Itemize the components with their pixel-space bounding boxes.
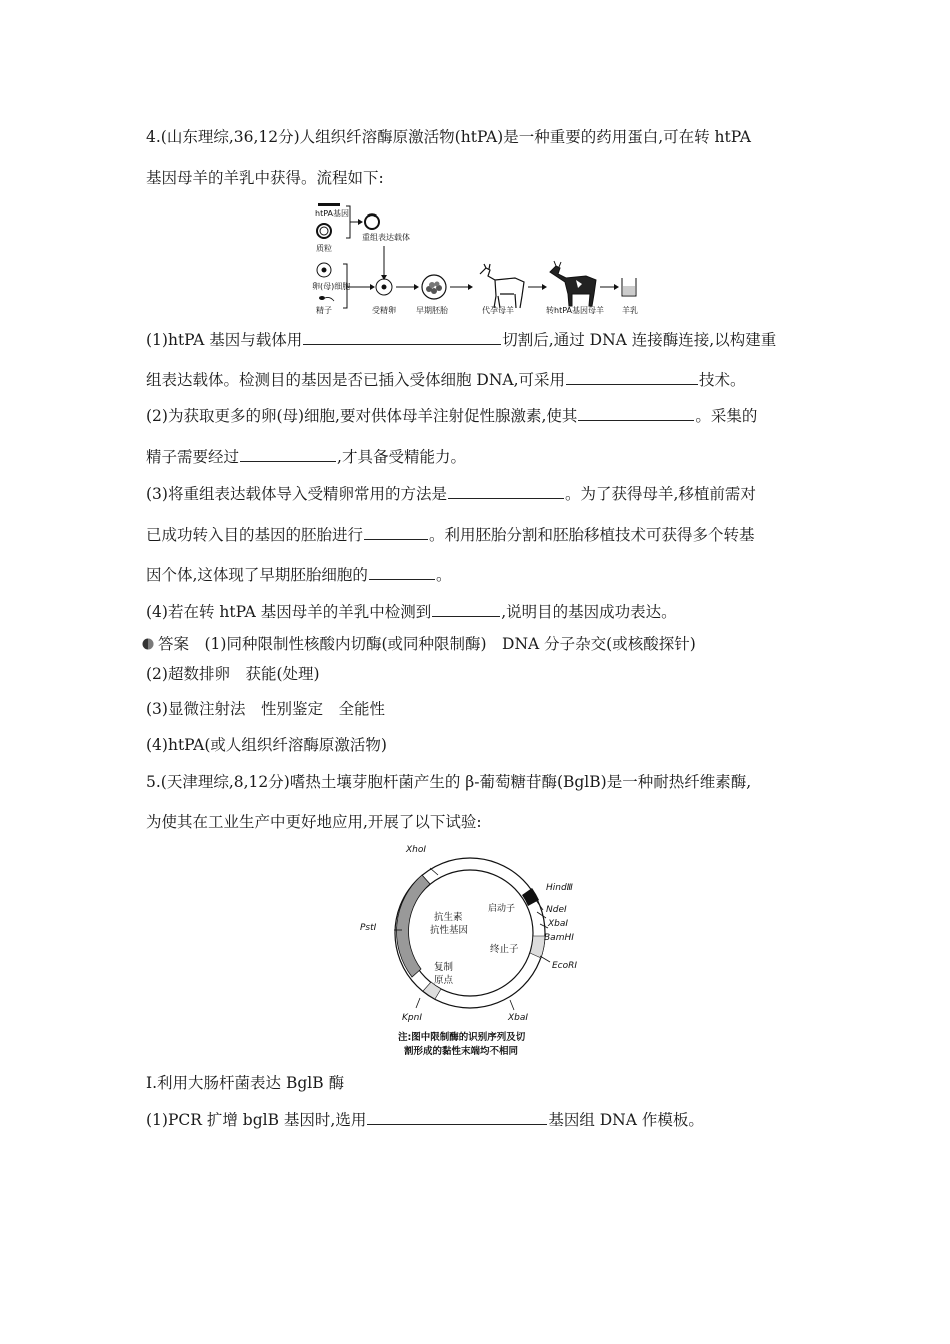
embryo-label: 早期胚胎 (416, 306, 448, 315)
q5-p1-b: 基因组 DNA 作模板。 (548, 1111, 704, 1129)
kpni-label: KpnⅠ (402, 1013, 422, 1023)
htpa-flow-diagram (310, 198, 650, 324)
q4-p2-d: ,才具备受精能力。 (337, 448, 466, 466)
answer-1: 答案 (1)同种限制性核酸内切酶(或同种限制酶) DNA 分子杂交(或核酸探针) (158, 635, 696, 653)
note-line-2: 割形成的黏性末端均不相同 (404, 1046, 519, 1057)
bamhi-label: BamHⅠ (544, 933, 574, 943)
ndei-label: NdeⅠ (546, 905, 567, 915)
q4-p3-c: 已成功转入目的基因的胚胎进行 (146, 526, 364, 544)
vector-label: 重组表达载体 (362, 233, 410, 242)
surrogate-label: 代孕母羊 (482, 306, 514, 315)
psti-label: PstⅠ (360, 923, 377, 933)
q4-part1-line2 (146, 370, 746, 390)
transgenic-label: 转htPA基因母羊 (546, 306, 604, 315)
xhoi-label: XhoⅠ (406, 845, 427, 855)
q4-p3-f: 。 (435, 566, 452, 584)
answer-icon (142, 638, 154, 650)
q4-p4-a: (4)若在转 htPA 基因母羊的羊乳中检测到 (146, 603, 432, 621)
ori-label-2: 原点 (434, 975, 454, 986)
sperm-label: 精子 (316, 306, 332, 315)
zygote-label: 受精卵 (372, 306, 396, 315)
ecori-label: EcoRⅠ (552, 961, 578, 971)
milk-label: 羊乳 (622, 306, 638, 315)
q4-part2-line2 (146, 447, 466, 467)
answer-blank[interactable] (364, 525, 428, 540)
q4-answer-line2: (2)超数排卵 获能(处理) (146, 665, 320, 683)
note-line-1: 注:图中限制酶的识别序列及切 (398, 1032, 526, 1043)
gene-label: htPA基因 (315, 209, 349, 218)
ori-label-1: 复制 (434, 962, 454, 973)
answer-blank[interactable] (369, 565, 435, 580)
q4-p2-a: (2)为获取更多的卵(母)细胞,要对供体母羊注射促性腺激素,使其 (146, 407, 578, 425)
promoter-label: 启动子 (488, 904, 516, 914)
answer-blank[interactable] (432, 602, 500, 617)
q4-p1-d: 技术。 (699, 371, 746, 389)
q4-p1-c: 组表达载体。检测目的基因是否已插入受体细胞 DNA,可采用 (146, 371, 566, 389)
q4-part3-line1 (146, 484, 756, 504)
q4-intro-line2: 基因母羊的羊乳中获得。流程如下: (146, 169, 384, 187)
q4-intro-line1: 4.(山东理综,36,12分)人组织纤溶酶原激活物(htPA)是一种重要的药用蛋白,可在转 htPA (146, 128, 751, 146)
q4-answer-line1 (142, 634, 696, 654)
q4-p3-e: 因个体,这体现了早期胚胎细胞的 (146, 566, 368, 584)
q4-p3-b: 。为了获得母羊,移植前需对 (564, 485, 756, 503)
q5-intro-line1: 5.(天津理综,8,12分)嗜热土壤芽胞杆菌产生的 β-葡萄糖苷酶(BglB)是一种耐热纤维素酶, (146, 773, 752, 791)
answer-blank[interactable] (240, 447, 336, 462)
q4-answer-line3: (3)显微注射法 性别鉴定 全能性 (146, 700, 385, 718)
q4-p1-b: 切割后,通过 DNA 连接酶连接,以构建重 (502, 331, 777, 349)
plasmid-map (350, 838, 610, 1066)
q5-section-i: Ⅰ.利用大肠杆菌表达 BglB 酶 (146, 1074, 345, 1092)
answer-blank[interactable] (566, 370, 698, 385)
terminator-label: 终止子 (490, 944, 519, 955)
answer-blank[interactable] (448, 484, 564, 499)
resistance-gene-label-1: 抗生素 (434, 912, 463, 923)
q5-part1 (146, 1110, 704, 1130)
resistance-gene-label-2: 抗性基因 (430, 925, 469, 936)
q4-part1-line1 (146, 330, 776, 350)
egg-label: 卵(母)细胞 (312, 282, 351, 291)
q4-p2-c: 精子需要经过 (146, 448, 240, 466)
answer-blank[interactable] (303, 330, 501, 345)
q5-intro-line2: 为使其在工业生产中更好地应用,开展了以下试验: (146, 813, 482, 831)
answer-blank[interactable] (578, 406, 694, 421)
q4-part3-line2 (146, 525, 755, 545)
q4-p1-a: (1)htPA 基因与载体用 (146, 331, 303, 349)
plasmid-label: 质粒 (316, 244, 332, 253)
q4-p2-b: 。采集的 (695, 407, 758, 425)
hindiii-label: HindⅢ (546, 883, 573, 893)
q4-p3-a: (3)将重组表达载体导入受精卵常用的方法是 (146, 485, 447, 503)
answer-blank[interactable] (367, 1110, 547, 1125)
q4-p3-d: 。利用胚胎分割和胚胎移植技术可获得多个转基 (429, 526, 755, 544)
q4-part4 (146, 602, 677, 622)
xbai-bottom-label: XbaⅠ (508, 1013, 529, 1023)
xbai-top-label: XbaⅠ (548, 919, 569, 929)
q4-part3-line3 (146, 565, 451, 585)
q4-answer-line4: (4)htPA(或人组织纤溶酶原激活物) (146, 736, 387, 754)
q5-p1-a: (1)PCR 扩增 bglB 基因时,选用 (146, 1111, 367, 1129)
q4-part2-line1 (146, 406, 757, 426)
q4-p4-b: ,说明目的基因成功表达。 (501, 603, 677, 621)
